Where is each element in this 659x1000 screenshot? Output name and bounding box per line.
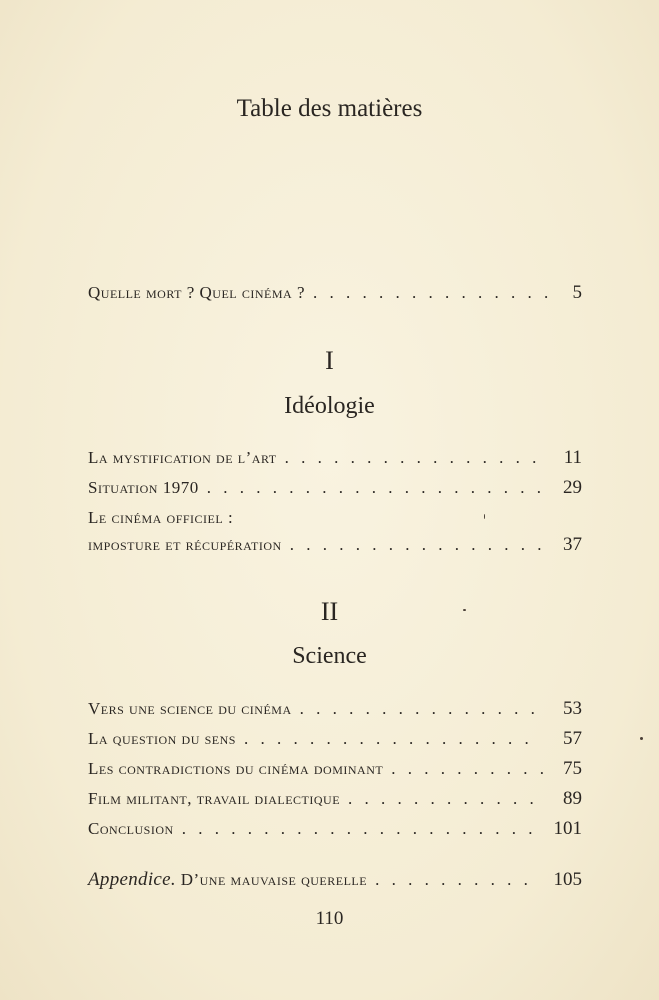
paper-speck	[484, 514, 485, 519]
dot-leader	[375, 870, 531, 890]
dot-leader	[290, 535, 541, 555]
paper-speck	[463, 609, 466, 611]
dot-leader	[285, 448, 542, 468]
toc-page-number: 89	[563, 788, 582, 809]
toc-page-number: 5	[572, 282, 582, 303]
dot-leader	[182, 819, 532, 839]
appendix-label: Appendice.	[88, 869, 176, 890]
toc-entry	[88, 818, 582, 840]
toc-entry-text: Situation 1970	[88, 478, 199, 497]
toc-page-number: 37	[563, 534, 582, 555]
toc-entry	[88, 758, 582, 780]
toc-page-number: 105	[553, 869, 582, 890]
dot-leader	[300, 699, 541, 719]
dot-leader	[207, 478, 541, 498]
toc-entry-text: Les contradictions du cinéma dominant	[88, 759, 384, 778]
toc-entry-text	[88, 869, 367, 891]
dot-leader	[313, 283, 551, 303]
toc-entry-text-continued: imposture et récupération	[88, 535, 282, 554]
toc-entry-appendix	[88, 869, 582, 891]
toc-entry	[88, 534, 582, 556]
dot-leader	[391, 759, 551, 779]
toc-page-number: 57	[563, 728, 582, 749]
toc-entry-text: Quelle mort ? Quel cinéma ?	[88, 283, 305, 302]
part-number: I	[325, 346, 334, 375]
toc-entry	[88, 788, 582, 810]
paper-speck	[640, 737, 643, 740]
toc-entry	[88, 447, 582, 469]
dot-leader	[348, 789, 541, 809]
toc-page-number: 75	[563, 758, 582, 779]
part-number: II	[320, 597, 339, 626]
toc-page-number: 29	[563, 477, 582, 498]
toc-page-number: 11	[563, 447, 582, 468]
toc-entry-text: La mystification de l’art	[88, 448, 277, 467]
toc-entry	[88, 477, 582, 499]
toc-page-number: 101	[553, 818, 582, 839]
toc-entry	[88, 698, 582, 720]
toc-entry-text: La question du sens	[88, 729, 236, 748]
page-title: Table des matières	[236, 95, 423, 122]
toc-entry-text: Vers une science du cinéma	[88, 699, 292, 718]
toc-entry-intro	[88, 282, 582, 304]
toc-entry	[88, 728, 582, 750]
toc-entry-text: Film militant, travail dialectique	[88, 789, 341, 808]
toc-entry-line1	[88, 508, 582, 528]
toc-page-number: 53	[563, 698, 582, 719]
part-title: Science	[292, 643, 367, 669]
dot-leader	[244, 729, 541, 749]
toc-entry-text: Le cinéma officiel :	[88, 508, 234, 527]
appendix-title: D’une mauvaise querelle	[180, 870, 368, 889]
folio-page-number: 110	[315, 908, 344, 929]
part-title: Idéologie	[284, 393, 375, 419]
toc-entry-text: Conclusion	[88, 819, 174, 838]
